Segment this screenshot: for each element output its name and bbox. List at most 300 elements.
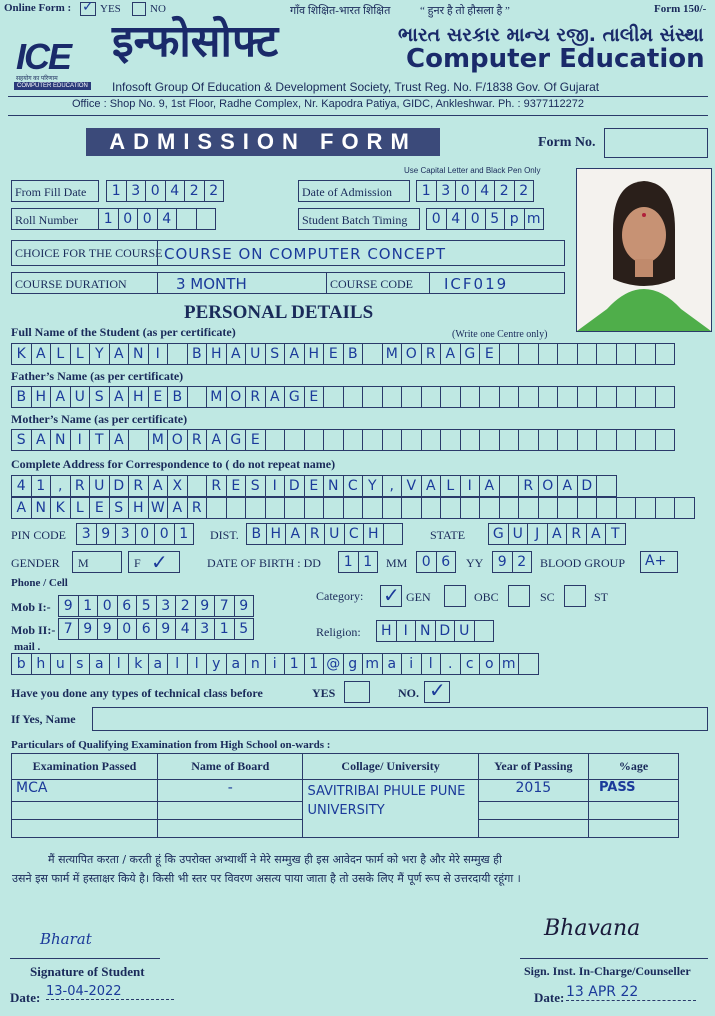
char-cell[interactable]: 2 (494, 180, 515, 202)
char-cell[interactable] (323, 429, 344, 451)
char-cell[interactable] (518, 653, 539, 675)
char-cell[interactable]: L (70, 343, 91, 365)
char-cell[interactable]: 4 (165, 180, 186, 202)
empty-cell[interactable] (588, 820, 678, 838)
char-cell[interactable]: 4 (11, 475, 32, 497)
char-cell[interactable] (343, 497, 364, 519)
char-cell[interactable]: 9 (195, 595, 216, 617)
cell-percentage[interactable]: PASS (588, 780, 678, 802)
char-cell[interactable]: O (226, 386, 247, 408)
char-cell[interactable]: 0 (426, 208, 447, 230)
char-cell[interactable] (323, 497, 344, 519)
char-cell[interactable]: l (187, 653, 208, 675)
char-cell[interactable] (206, 497, 227, 519)
dob-yy-field[interactable] (492, 551, 531, 573)
empty-cell[interactable] (12, 820, 158, 838)
char-cell[interactable]: I (396, 620, 417, 642)
char-cell[interactable] (401, 497, 422, 519)
roll-number-field[interactable] (98, 208, 215, 230)
char-cell[interactable]: L (440, 475, 461, 497)
char-cell[interactable] (635, 343, 656, 365)
char-cell[interactable]: 9 (58, 595, 79, 617)
char-cell[interactable]: U (508, 523, 529, 545)
char-cell[interactable]: 3 (126, 180, 147, 202)
char-cell[interactable] (577, 386, 598, 408)
course-code-field[interactable] (429, 272, 565, 294)
dob-mm-field[interactable] (416, 551, 455, 573)
char-cell[interactable]: N (128, 343, 149, 365)
char-cell[interactable]: E (304, 386, 325, 408)
state-field[interactable] (488, 523, 625, 545)
char-cell[interactable]: R (566, 523, 587, 545)
char-cell[interactable]: 6 (436, 551, 457, 573)
char-cell[interactable] (421, 429, 442, 451)
course-choice-field[interactable] (157, 240, 565, 266)
char-cell[interactable] (557, 386, 578, 408)
char-cell[interactable] (176, 208, 197, 230)
char-cell[interactable]: 9 (234, 595, 255, 617)
char-cell[interactable]: G (284, 386, 305, 408)
char-cell[interactable] (479, 497, 500, 519)
online-no-checkbox[interactable] (132, 2, 146, 16)
char-cell[interactable]: B (11, 386, 32, 408)
char-cell[interactable] (655, 497, 676, 519)
char-cell[interactable]: R (187, 429, 208, 451)
char-cell[interactable] (538, 429, 559, 451)
char-cell[interactable] (518, 343, 539, 365)
char-cell[interactable]: m (499, 653, 520, 675)
char-cell[interactable]: I (70, 429, 91, 451)
char-cell[interactable] (479, 386, 500, 408)
char-cell[interactable]: 0 (118, 208, 139, 230)
char-cell[interactable]: s (70, 653, 91, 675)
char-cell[interactable]: Y (89, 343, 110, 365)
char-cell[interactable]: 0 (154, 523, 175, 545)
char-cell[interactable] (577, 429, 598, 451)
char-cell[interactable]: R (70, 475, 91, 497)
char-cell[interactable] (383, 523, 404, 545)
char-cell[interactable]: C (344, 523, 365, 545)
char-cell[interactable]: 7 (58, 618, 79, 640)
char-cell[interactable]: U (70, 386, 91, 408)
char-cell[interactable]: A (109, 343, 130, 365)
char-cell[interactable]: 1 (98, 208, 119, 230)
char-cell[interactable]: C (343, 475, 364, 497)
char-cell[interactable]: m (524, 208, 545, 230)
char-cell[interactable]: 0 (145, 180, 166, 202)
cell-university[interactable]: SAVITRIBAI PHULE PUNE UNIVERSITY (303, 780, 478, 838)
char-cell[interactable] (284, 429, 305, 451)
char-cell[interactable] (401, 429, 422, 451)
char-cell[interactable] (304, 497, 325, 519)
gender-f-box[interactable] (128, 551, 180, 573)
cell-year[interactable]: 2015 (478, 780, 588, 802)
char-cell[interactable]: A (547, 523, 568, 545)
char-cell[interactable] (128, 429, 149, 451)
char-cell[interactable]: H (376, 620, 397, 642)
char-cell[interactable]: U (454, 620, 475, 642)
char-cell[interactable]: @ (323, 653, 344, 675)
char-cell[interactable]: N (31, 497, 52, 519)
char-cell[interactable]: 9 (78, 618, 99, 640)
char-cell[interactable] (557, 497, 578, 519)
char-cell[interactable]: a (89, 653, 110, 675)
char-cell[interactable] (577, 343, 598, 365)
char-cell[interactable] (167, 343, 188, 365)
char-cell[interactable] (655, 343, 676, 365)
char-cell[interactable]: B (246, 523, 267, 545)
char-cell[interactable]: M (206, 386, 227, 408)
char-cell[interactable]: a (148, 653, 169, 675)
char-cell[interactable]: M (148, 429, 169, 451)
char-cell[interactable]: 3 (195, 618, 216, 640)
char-cell[interactable]: R (128, 475, 149, 497)
char-cell[interactable] (226, 497, 247, 519)
char-cell[interactable]: U (324, 523, 345, 545)
char-cell[interactable]: A (586, 523, 607, 545)
char-cell[interactable]: E (226, 475, 247, 497)
char-cell[interactable] (518, 497, 539, 519)
char-cell[interactable]: D (284, 475, 305, 497)
char-cell[interactable] (596, 497, 617, 519)
char-cell[interactable]: E (479, 343, 500, 365)
char-cell[interactable]: 4 (157, 208, 178, 230)
char-cell[interactable]: 1 (304, 653, 325, 675)
char-cell[interactable]: 7 (214, 595, 235, 617)
empty-cell[interactable] (158, 802, 303, 820)
cell-exam[interactable]: MCA (12, 780, 158, 802)
char-cell[interactable] (596, 343, 617, 365)
char-cell[interactable]: 1 (174, 523, 195, 545)
char-cell[interactable] (382, 497, 403, 519)
char-cell[interactable] (596, 386, 617, 408)
char-cell[interactable]: 5 (136, 595, 157, 617)
char-cell[interactable]: G (460, 343, 481, 365)
char-cell[interactable]: I (265, 475, 286, 497)
char-cell[interactable]: A (31, 429, 52, 451)
if-yes-field[interactable] (92, 707, 708, 731)
char-cell[interactable] (577, 497, 598, 519)
char-cell[interactable]: g (343, 653, 364, 675)
char-cell[interactable]: A (265, 386, 286, 408)
char-cell[interactable] (362, 343, 383, 365)
char-cell[interactable]: 1 (31, 475, 52, 497)
char-cell[interactable]: A (50, 386, 71, 408)
char-cell[interactable]: k (128, 653, 149, 675)
char-cell[interactable]: S (89, 386, 110, 408)
char-cell[interactable]: i (401, 653, 422, 675)
char-cell[interactable] (343, 429, 364, 451)
char-cell[interactable] (655, 386, 676, 408)
char-cell[interactable] (382, 386, 403, 408)
char-cell[interactable] (323, 386, 344, 408)
char-cell[interactable]: B (167, 386, 188, 408)
char-cell[interactable]: J (527, 523, 548, 545)
char-cell[interactable] (538, 386, 559, 408)
char-cell[interactable]: 6 (117, 595, 138, 617)
char-cell[interactable]: Y (362, 475, 383, 497)
cell-board[interactable]: - (158, 780, 303, 802)
char-cell[interactable] (196, 208, 217, 230)
char-cell[interactable] (499, 429, 520, 451)
char-cell[interactable] (499, 343, 520, 365)
char-cell[interactable] (187, 386, 208, 408)
char-cell[interactable]: H (304, 343, 325, 365)
religion-field[interactable] (376, 620, 493, 642)
category-gen-box[interactable] (380, 585, 402, 607)
char-cell[interactable]: U (245, 343, 266, 365)
form-no-field[interactable] (604, 128, 708, 158)
char-cell[interactable] (674, 497, 695, 519)
char-cell[interactable]: A (226, 343, 247, 365)
date-admission-field[interactable] (416, 180, 533, 202)
char-cell[interactable]: 4 (475, 180, 496, 202)
char-cell[interactable]: 9 (156, 618, 177, 640)
char-cell[interactable]: o (479, 653, 500, 675)
char-cell[interactable]: S (245, 475, 266, 497)
char-cell[interactable]: I (460, 475, 481, 497)
char-cell[interactable]: N (323, 475, 344, 497)
char-cell[interactable]: D (109, 475, 130, 497)
father-name-field[interactable] (11, 386, 674, 408)
char-cell[interactable]: a (226, 653, 247, 675)
char-cell[interactable]: V (401, 475, 422, 497)
tech-yes-box[interactable] (344, 681, 370, 703)
char-cell[interactable]: l (167, 653, 188, 675)
char-cell[interactable] (655, 429, 676, 451)
category-obc-box[interactable] (444, 585, 466, 607)
char-cell[interactable]: A (31, 343, 52, 365)
char-cell[interactable] (265, 497, 286, 519)
char-cell[interactable] (616, 429, 637, 451)
char-cell[interactable]: u (50, 653, 71, 675)
char-cell[interactable]: 3 (115, 523, 136, 545)
char-cell[interactable]: E (148, 386, 169, 408)
char-cell[interactable] (557, 429, 578, 451)
char-cell[interactable]: , (382, 475, 403, 497)
char-cell[interactable]: A (11, 497, 32, 519)
char-cell[interactable]: 1 (416, 180, 437, 202)
char-cell[interactable]: c (460, 653, 481, 675)
char-cell[interactable]: 2 (184, 180, 205, 202)
char-cell[interactable]: 6 (136, 618, 157, 640)
char-cell[interactable]: N (50, 429, 71, 451)
char-cell[interactable]: 1 (78, 595, 99, 617)
char-cell[interactable]: A (284, 343, 305, 365)
char-cell[interactable]: l (109, 653, 130, 675)
char-cell[interactable]: E (323, 343, 344, 365)
student-date[interactable]: 13-04-2022 (46, 984, 174, 1000)
char-cell[interactable]: A (109, 386, 130, 408)
char-cell[interactable]: O (401, 343, 422, 365)
char-cell[interactable] (460, 497, 481, 519)
blood-group-field[interactable] (640, 551, 678, 573)
char-cell[interactable]: 3 (156, 595, 177, 617)
char-cell[interactable]: 1 (106, 180, 127, 202)
empty-cell[interactable] (478, 820, 588, 838)
char-cell[interactable]: p (504, 208, 525, 230)
char-cell[interactable]: H (206, 343, 227, 365)
char-cell[interactable]: A (167, 497, 188, 519)
char-cell[interactable]: W (148, 497, 169, 519)
char-cell[interactable]: 0 (97, 595, 118, 617)
empty-cell[interactable] (158, 820, 303, 838)
char-cell[interactable] (596, 475, 617, 497)
pin-field[interactable] (76, 523, 193, 545)
char-cell[interactable]: R (187, 497, 208, 519)
char-cell[interactable]: E (245, 429, 266, 451)
char-cell[interactable]: A (557, 475, 578, 497)
from-fill-date-field[interactable] (106, 180, 223, 202)
char-cell[interactable]: X (167, 475, 188, 497)
char-cell[interactable] (538, 497, 559, 519)
char-cell[interactable]: 3 (76, 523, 97, 545)
char-cell[interactable]: 2 (512, 551, 533, 573)
char-cell[interactable] (421, 497, 442, 519)
char-cell[interactable]: i (265, 653, 286, 675)
char-cell[interactable]: , (50, 475, 71, 497)
char-cell[interactable]: K (50, 497, 71, 519)
char-cell[interactable]: O (167, 429, 188, 451)
full-name-field[interactable] (11, 343, 674, 365)
char-cell[interactable]: 0 (135, 523, 156, 545)
char-cell[interactable]: B (187, 343, 208, 365)
char-cell[interactable]: y (206, 653, 227, 675)
char-cell[interactable]: H (363, 523, 384, 545)
empty-cell[interactable] (478, 802, 588, 820)
char-cell[interactable] (596, 429, 617, 451)
char-cell[interactable] (187, 475, 208, 497)
char-cell[interactable]: A (440, 343, 461, 365)
address-line1-field[interactable] (11, 475, 616, 497)
char-cell[interactable] (421, 386, 442, 408)
char-cell[interactable]: G (488, 523, 509, 545)
char-cell[interactable]: A (148, 475, 169, 497)
empty-cell[interactable] (12, 802, 158, 820)
char-cell[interactable] (616, 497, 637, 519)
char-cell[interactable]: I (148, 343, 169, 365)
char-cell[interactable]: A (421, 475, 442, 497)
char-cell[interactable] (499, 475, 520, 497)
char-cell[interactable]: 9 (97, 618, 118, 640)
char-cell[interactable]: b (11, 653, 32, 675)
char-cell[interactable]: H (31, 386, 52, 408)
char-cell[interactable]: h (31, 653, 52, 675)
char-cell[interactable]: A (479, 475, 500, 497)
char-cell[interactable]: A (109, 429, 130, 451)
char-cell[interactable] (440, 429, 461, 451)
char-cell[interactable]: R (206, 475, 227, 497)
char-cell[interactable]: U (89, 475, 110, 497)
char-cell[interactable]: 0 (416, 551, 437, 573)
char-cell[interactable]: L (70, 497, 91, 519)
char-cell[interactable]: H (128, 386, 149, 408)
mob1-field[interactable] (58, 595, 253, 617)
char-cell[interactable] (635, 429, 656, 451)
char-cell[interactable]: 0 (117, 618, 138, 640)
dob-dd-field[interactable] (338, 551, 377, 573)
incharge-date[interactable]: 13 APR 22 (566, 984, 696, 1001)
char-cell[interactable]: 1 (358, 551, 379, 573)
batch-timing-field[interactable] (426, 208, 543, 230)
char-cell[interactable] (382, 429, 403, 451)
char-cell[interactable]: . (440, 653, 461, 675)
char-cell[interactable]: 0 (455, 180, 476, 202)
char-cell[interactable]: M (382, 343, 403, 365)
char-cell[interactable] (557, 343, 578, 365)
char-cell[interactable]: a (382, 653, 403, 675)
mob2-field[interactable] (58, 618, 253, 640)
category-sc-box[interactable] (508, 585, 530, 607)
char-cell[interactable] (538, 343, 559, 365)
dist-field[interactable] (246, 523, 402, 545)
gender-m-box[interactable] (72, 551, 122, 573)
char-cell[interactable] (474, 620, 495, 642)
char-cell[interactable]: 0 (137, 208, 158, 230)
char-cell[interactable] (499, 497, 520, 519)
char-cell[interactable]: R (421, 343, 442, 365)
char-cell[interactable] (499, 386, 520, 408)
char-cell[interactable]: 1 (338, 551, 359, 573)
char-cell[interactable]: K (11, 343, 32, 365)
char-cell[interactable]: D (577, 475, 598, 497)
char-cell[interactable] (362, 429, 383, 451)
char-cell[interactable]: 9 (96, 523, 117, 545)
char-cell[interactable]: 0 (465, 208, 486, 230)
char-cell[interactable] (284, 497, 305, 519)
char-cell[interactable] (635, 497, 656, 519)
char-cell[interactable]: G (226, 429, 247, 451)
char-cell[interactable]: 1 (284, 653, 305, 675)
char-cell[interactable]: m (362, 653, 383, 675)
char-cell[interactable]: 5 (234, 618, 255, 640)
empty-cell[interactable] (588, 802, 678, 820)
char-cell[interactable]: 9 (492, 551, 513, 573)
char-cell[interactable] (518, 429, 539, 451)
char-cell[interactable] (362, 497, 383, 519)
char-cell[interactable] (440, 497, 461, 519)
online-yes-checkbox[interactable]: ✓ (80, 2, 96, 16)
char-cell[interactable] (518, 386, 539, 408)
char-cell[interactable]: A (285, 523, 306, 545)
char-cell[interactable]: E (89, 497, 110, 519)
char-cell[interactable]: T (89, 429, 110, 451)
mother-name-field[interactable] (11, 429, 674, 451)
char-cell[interactable]: S (265, 343, 286, 365)
char-cell[interactable]: 2 (175, 595, 196, 617)
char-cell[interactable]: O (538, 475, 559, 497)
char-cell[interactable]: 4 (446, 208, 467, 230)
course-duration-field[interactable] (157, 272, 327, 294)
char-cell[interactable] (479, 429, 500, 451)
char-cell[interactable] (245, 497, 266, 519)
char-cell[interactable] (635, 386, 656, 408)
char-cell[interactable]: l (421, 653, 442, 675)
char-cell[interactable]: R (305, 523, 326, 545)
char-cell[interactable]: N (415, 620, 436, 642)
char-cell[interactable]: 2 (514, 180, 535, 202)
char-cell[interactable]: S (109, 497, 130, 519)
char-cell[interactable]: R (518, 475, 539, 497)
char-cell[interactable]: 4 (175, 618, 196, 640)
char-cell[interactable]: H (128, 497, 149, 519)
email-field[interactable] (11, 653, 538, 675)
char-cell[interactable] (265, 429, 286, 451)
char-cell[interactable]: L (50, 343, 71, 365)
char-cell[interactable] (460, 429, 481, 451)
tech-no-box[interactable] (424, 678, 450, 703)
char-cell[interactable] (616, 343, 637, 365)
